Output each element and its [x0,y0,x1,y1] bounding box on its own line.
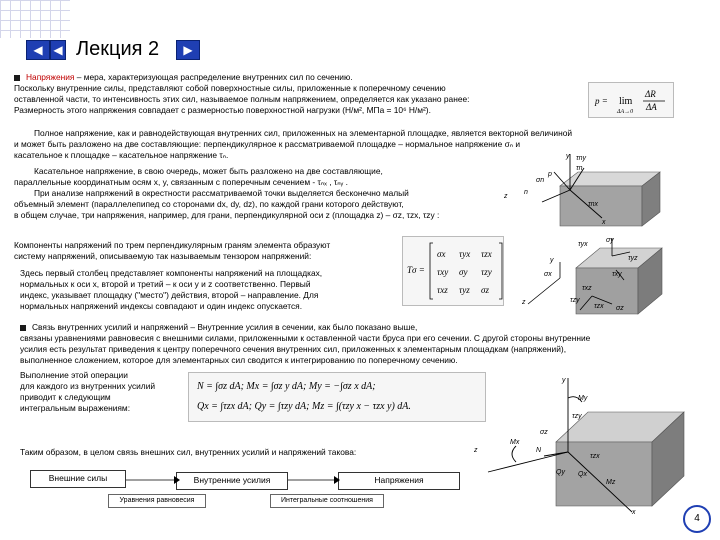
svg-text:lim: lim [619,96,633,107]
text-line: интегральным выражениям: [20,403,131,413]
svg-text:ΔA: ΔA [646,102,657,112]
next-slide-button[interactable]: ▶ [176,40,200,60]
internal-forces-box: Внутренние усилия [176,472,288,490]
p-vector-label: p [548,171,552,178]
prev-slide-button-alt[interactable]: ◀ [50,40,66,60]
stress-tensor [402,236,504,306]
integral-relations-label: Интегральные соотношения [270,494,384,508]
axis-y-label: y [550,257,554,264]
text-line: Полное напряжение, как и равнодействующая внутренних сил, приложенных на элементарной площадке, является векторной величиной [34,128,573,138]
stresses-box: Напряжения [338,472,460,490]
text-line: касательное к площадке – касательное напряжение τₙ. [14,150,229,160]
prev-slide-button[interactable]: ◀ [26,40,50,60]
text-line: Компоненты напряжений по трем перпендикулярным граням элемента образуют [14,240,331,250]
text-line: При анализе напряжений в окрестности рассматриваемой точки выделяется бесконечно малый [34,188,409,198]
text-line: Таким образом, в целом связь внешних сил, внутренних усилий и напряжений такова: [20,447,357,457]
page-number-badge: 4 [683,505,711,533]
svg-text:ΔA→0: ΔA→0 [617,109,634,115]
text-line: Касательное напряжение, в свою очередь, может быть разложено на две составляющие, [34,166,383,176]
normal-force-label: N [536,447,542,454]
sigma-x-label: σx [544,271,552,278]
tau-xz-label: τxz [582,285,592,292]
moment-y-label: My [578,395,588,402]
relation-heading-line [20,322,417,333]
tensor-lhs: Tσ = [407,265,425,275]
n-vector-label: n [524,189,528,196]
text-line: приводит к следующим [20,392,111,402]
tau-zx-label: τzx [590,453,600,460]
tensor-cell: σx [437,249,446,259]
tau-zy-label: τzy [572,413,582,420]
text-line: параллельные координатным осям x, y, связанным с поперечным сечением - τₙₓ , τₙᵧ . [14,177,348,187]
tau-xy-label: τxy [612,271,622,278]
text-line: Поскольку внутренние силы, представляют собой поверхностные силы, приложенные к поперечному сечению [14,83,446,93]
bullet-icon [20,325,26,331]
tau-ny-label: τny [576,155,587,162]
external-forces-box: Внешние силы [30,470,126,488]
axis-z-label: z [504,193,508,200]
tau-yz-label: τyz [628,255,638,262]
relation-heading: Связь внутренних усилий и напряжений – Внутренние усилия в сечении, как было показано выше, [32,322,418,332]
tensor-matrix [403,237,503,305]
text-line: усилия есть результат приведения к центру поперечного сечения внутренних сил, приложенных к элементарным площадкам (напряжений), [20,344,567,354]
shear-y-label: Qy [556,469,565,476]
tau-nx-label: τnx [588,201,599,208]
axis-z-label: z [474,447,478,454]
integral-row-2: Qx = ∫τzx dA; Qy = ∫τzy dA; Mz = ∫(τzy x − τzx y) dA. [197,401,411,412]
bullet-icon [14,75,20,81]
text-line: индекс, указывает площадку ("место") действия, второй – направление. Для [20,290,319,300]
stress-definition: – мера, характеризующая распределение внутренних сил по сечению. [74,72,353,82]
axis-z-label: z [522,299,526,306]
limit-formula-graphic [589,83,673,117]
moment-x-label: Mx [510,439,520,446]
tensor-cell: τzy [481,267,492,277]
text-line: Размерность этого напряжения совпадает с размерностью поверхностной нагрузки (Н/м², МПа = 10⁶ Н/м²). [14,105,431,115]
sigma-z-label: σz [616,305,624,312]
tensor-cell: τxz [437,285,448,295]
slide-title: Лекция 2 [76,38,160,60]
axis-x-label: x [602,219,606,226]
text-line: нормальных к оси x, второй и третий – к оси y и z соответственно. Первый [20,279,311,289]
text-line: связаны уравнениями равновесия с внешними силами, приложенными к оставленной части бруса при его сечении. С другой стороны внутренние [20,333,591,343]
flow-arrows [120,472,360,488]
sigma-z-label: σz [540,429,548,436]
tau-n-label: τn [576,165,583,172]
axis-x-label: x [632,509,636,516]
equilibrium-equations-label: Уравнения равновесия [108,494,206,508]
shear-x-label: Qx [578,471,587,478]
tensor-cell: τyx [459,249,471,259]
text-line: Здесь первый столбец представляет компоненты напряжений на площадках, [20,268,323,278]
tau-zx-label: τzx [594,303,604,310]
svg-text:p =: p = [595,96,608,106]
axis-y-label: y [566,153,570,160]
axis-y-label: y [562,377,566,384]
integral-row-1: N = ∫σz dA; Mx = ∫σz y dA; My = −∫σz x dA; [197,381,376,392]
tensor-cell: σz [481,285,489,295]
text-line: систему напряжений, описываемую так называемым тензором напряжений: [14,251,312,261]
text-line: в общем случае, три напряжения, например, для грани, перпендикулярной оси z (площадка z) – σz, τzx, τzy : [14,210,440,220]
stress-term: Напряжения [26,72,75,82]
full-stress-formula [588,82,674,118]
integral-relations [188,372,486,422]
corner-grid-decoration [0,0,70,38]
sigma-n-label: σn [536,177,545,184]
text-line: Выполнение этой операции [20,370,128,380]
tau-zy-label: τzy [570,297,580,304]
stress-cube-diagram [520,234,690,318]
tensor-cell: τxy [437,267,449,277]
stress-definition-line [14,72,353,83]
tensor-cell: σy [459,267,468,277]
svg-text:ΔR: ΔR [645,89,656,99]
text-line: нормальных напряжений индексы совпадают и один индекс опускается. [20,301,303,311]
text-line: выполненное сложением, которое для элементарных сил сводится к интегрированию по поперечному сечению. [20,355,458,365]
text-line: и может быть разложено на две составляющие: перпендикулярное к рассматриваемой площадке – нормальное напряжение σₙ и [14,139,521,149]
tensor-cell: τyz [459,285,470,295]
internal-forces-diagram [472,372,704,518]
tau-yx-label: τyx [578,241,588,248]
text-line: объемный элемент (параллелепипед со сторонами dx, dy, dz), по каждой грани которого действуют, [14,199,404,209]
tensor-cell: τzx [481,249,492,259]
text-line: оставленной части, то интенсивность этих сил, называемое полным напряжением, определяется как указано ранее: [14,94,470,104]
moment-z-label: Mz [606,479,616,486]
stress-vector-diagram [492,150,682,228]
text-line: для каждого из внутренних усилий [20,381,156,391]
sigma-y-label: σy [606,237,614,244]
